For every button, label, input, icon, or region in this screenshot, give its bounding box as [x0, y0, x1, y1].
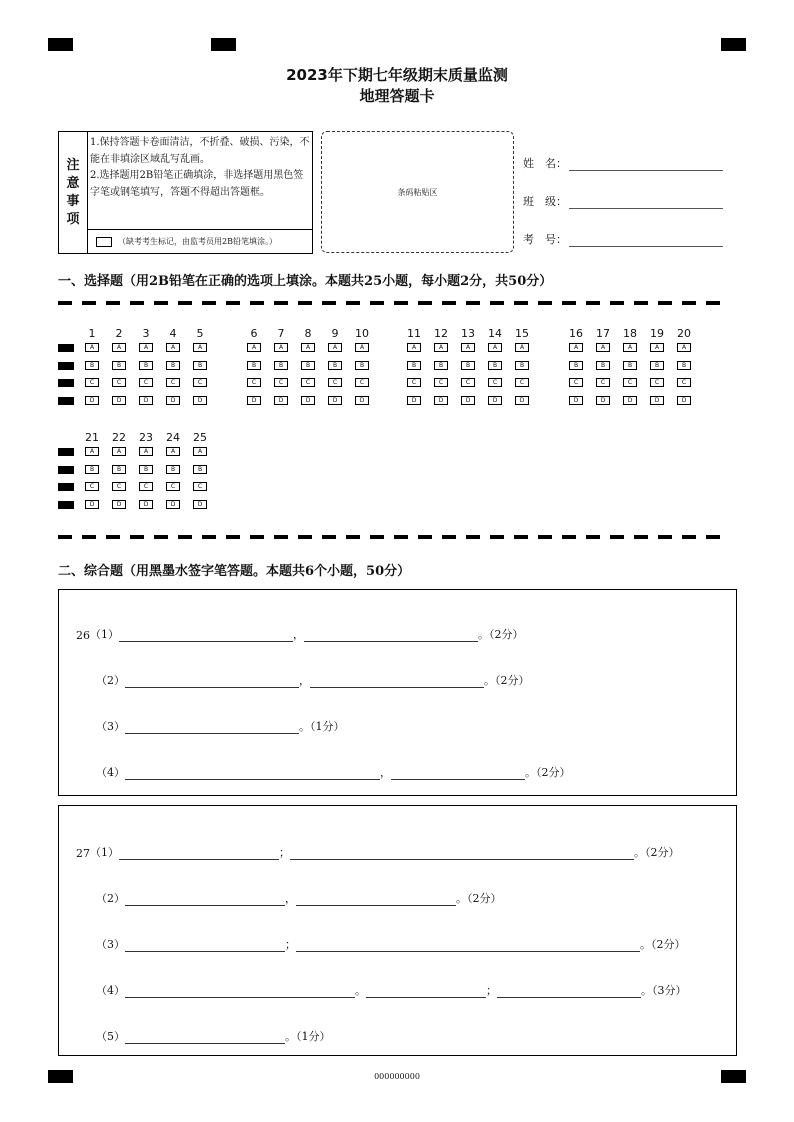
option-bubble[interactable]: A: [434, 343, 448, 352]
question-number: 14: [488, 327, 502, 340]
barcode-area: [321, 131, 514, 253]
section-divider: [58, 301, 720, 305]
question-number: 9: [331, 327, 339, 340]
answer-blank[interactable]: [119, 630, 293, 642]
timing-mark-top-left: [48, 38, 73, 51]
option-bubble[interactable]: B: [355, 361, 369, 370]
answer-blank[interactable]: [125, 894, 285, 906]
option-bubble[interactable]: B: [166, 361, 180, 370]
option-bubble[interactable]: C: [488, 378, 502, 387]
option-bubble[interactable]: C: [301, 378, 315, 387]
question-number: 24: [166, 431, 180, 444]
question-number: 1: [88, 327, 96, 340]
answer-blank[interactable]: [497, 986, 641, 998]
question-number: 3: [142, 327, 150, 340]
answer-blank[interactable]: [391, 768, 525, 780]
option-bubble[interactable]: D: [85, 500, 99, 509]
q26-4-label: （4）: [96, 766, 125, 779]
answer-blank[interactable]: [125, 722, 299, 734]
option-bubble[interactable]: A: [407, 343, 421, 352]
answer-box-q26: [58, 589, 737, 796]
option-bubble[interactable]: C: [569, 378, 583, 387]
question-number: 18: [623, 327, 637, 340]
q27-3-sep: ；: [285, 938, 296, 951]
id-line[interactable]: [569, 235, 723, 247]
option-bubble[interactable]: D: [166, 500, 180, 509]
notice-label-char: 意: [66, 175, 80, 191]
option-bubble[interactable]: D: [193, 396, 207, 405]
option-bubble[interactable]: B: [193, 465, 207, 474]
name-label: 姓 名：: [523, 157, 567, 170]
option-bubble[interactable]: D: [328, 396, 342, 405]
notice-label-char: 事: [66, 193, 80, 209]
notice-label-char: 注: [66, 157, 80, 173]
name-line[interactable]: [569, 159, 723, 171]
option-bubble[interactable]: D: [407, 396, 421, 405]
id-label: 考 号：: [523, 233, 567, 246]
option-bubble[interactable]: D: [247, 396, 261, 405]
q27-3-label: （3）: [96, 938, 125, 951]
option-bubble[interactable]: B: [247, 361, 261, 370]
answer-blank[interactable]: [125, 986, 355, 998]
option-bubble[interactable]: B: [166, 465, 180, 474]
section1-heading: 一、选择题（用2B铅笔在正确的选项上填涂。本题共25小题，每小题2分，共50分）: [58, 274, 553, 289]
option-bubble[interactable]: A: [596, 343, 610, 352]
footer-code: 000000000: [374, 1072, 420, 1081]
notice-label: [59, 132, 88, 253]
option-bubble[interactable]: A: [166, 447, 180, 456]
option-bubble[interactable]: B: [515, 361, 529, 370]
question-number: 23: [139, 431, 153, 444]
id-field[interactable]: [523, 231, 723, 247]
q27-3-end: 。（2分）: [640, 938, 686, 951]
option-bubble[interactable]: D: [596, 396, 610, 405]
option-bubble[interactable]: C: [274, 378, 288, 387]
option-bubble[interactable]: B: [677, 361, 691, 370]
answer-blank[interactable]: [290, 848, 634, 860]
notice-rule-2: 2.选择题用2B铅笔正确填涂，非选择题用黑色签字笔或钢笔填写，答题不得超出答题框。: [90, 170, 304, 198]
option-bubble[interactable]: B: [193, 361, 207, 370]
option-bubble[interactable]: A: [247, 343, 261, 352]
mcq-row-mark: [58, 483, 74, 491]
question-number: 10: [355, 327, 369, 340]
option-bubble[interactable]: A: [677, 343, 691, 352]
question-number: 16: [569, 327, 583, 340]
option-bubble[interactable]: D: [677, 396, 691, 405]
q26-3-end: 。（1分）: [299, 720, 345, 733]
q27-line-5: [96, 1028, 331, 1044]
q27-line-2: [96, 890, 502, 906]
barcode-label: 条码粘贴区: [397, 187, 438, 197]
option-bubble[interactable]: B: [85, 361, 99, 370]
option-bubble[interactable]: A: [112, 447, 126, 456]
question-number: 11: [407, 327, 421, 340]
question-number: 20: [677, 327, 691, 340]
option-bubble[interactable]: C: [407, 378, 421, 387]
option-bubble[interactable]: C: [193, 482, 207, 491]
answer-blank[interactable]: [125, 676, 299, 688]
class-field[interactable]: [523, 193, 723, 209]
option-bubble[interactable]: B: [434, 361, 448, 370]
q27-1-label: （1）: [90, 846, 119, 859]
q26-line-2: [96, 672, 530, 688]
question-number: 25: [193, 431, 207, 444]
option-bubble[interactable]: A: [569, 343, 583, 352]
mcq-row-mark: [58, 379, 74, 387]
option-bubble[interactable]: D: [515, 396, 529, 405]
mcq-row-mark: [58, 501, 74, 509]
q26-2-end: 。（2分）: [484, 674, 530, 687]
page-subtitle: 地理答题卡: [359, 87, 435, 105]
option-bubble[interactable]: D: [166, 396, 180, 405]
q26-3-label: （3）: [96, 720, 125, 733]
question-number: 12: [434, 327, 448, 340]
q27-2-sep: ，: [285, 892, 296, 905]
answer-box-q27: [58, 805, 737, 1056]
option-bubble[interactable]: D: [434, 396, 448, 405]
option-bubble[interactable]: A: [650, 343, 664, 352]
q26-2-sep: ，: [299, 674, 310, 687]
q27-4-sep1: 。: [355, 984, 366, 997]
q27-line-1: [76, 844, 680, 860]
answer-blank[interactable]: [296, 940, 640, 952]
option-bubble[interactable]: B: [488, 361, 502, 370]
option-bubble[interactable]: A: [301, 343, 315, 352]
question-number: 15: [515, 327, 529, 340]
q27-4-sep2: ；: [486, 984, 497, 997]
option-bubble[interactable]: D: [85, 396, 99, 405]
page-title: 2023年下期七年级期末质量监测: [286, 66, 508, 84]
option-bubble[interactable]: B: [569, 361, 583, 370]
q27-4-end: 。（3分）: [641, 984, 687, 997]
notice-label-char: 项: [66, 211, 80, 227]
mcq-row-mark: [58, 448, 74, 456]
option-bubble[interactable]: C: [85, 378, 99, 387]
answer-blank[interactable]: [125, 768, 380, 780]
option-bubble[interactable]: A: [328, 343, 342, 352]
option-bubble[interactable]: B: [461, 361, 475, 370]
question-number: 5: [196, 327, 204, 340]
option-bubble[interactable]: D: [301, 396, 315, 405]
question-number: 8: [304, 327, 312, 340]
q26-line-4: [96, 764, 571, 780]
option-bubble[interactable]: C: [596, 378, 610, 387]
option-bubble[interactable]: C: [328, 378, 342, 387]
option-bubble[interactable]: A: [461, 343, 475, 352]
option-bubble[interactable]: C: [139, 482, 153, 491]
option-bubble[interactable]: A: [623, 343, 637, 352]
option-bubble[interactable]: B: [623, 361, 637, 370]
option-bubble[interactable]: C: [112, 378, 126, 387]
option-bubble[interactable]: B: [112, 361, 126, 370]
option-bubble[interactable]: C: [112, 482, 126, 491]
q26-number: 26: [76, 629, 90, 642]
section2-heading: 二、综合题（用黑墨水签字笔答题。本题共6个小题，50分）: [58, 564, 411, 579]
option-bubble[interactable]: A: [274, 343, 288, 352]
option-bubble[interactable]: A: [193, 447, 207, 456]
option-bubble[interactable]: D: [193, 500, 207, 509]
option-bubble[interactable]: A: [139, 447, 153, 456]
option-bubble[interactable]: A: [85, 447, 99, 456]
q27-5-end: 。（1分）: [285, 1030, 331, 1043]
mcq-row-mark: [58, 397, 74, 405]
question-number: 6: [250, 327, 258, 340]
notice-rule-1: 1.保持答题卡卷面清洁，不折叠、破损、污染，不能在非填涂区域乱写乱画。: [90, 137, 310, 165]
q26-1-sep: ，: [293, 628, 304, 641]
q27-line-3: [96, 936, 686, 952]
option-bubble[interactable]: B: [85, 465, 99, 474]
q26-2-label: （2）: [96, 674, 125, 687]
option-bubble[interactable]: D: [569, 396, 583, 405]
option-bubble[interactable]: C: [434, 378, 448, 387]
option-bubble[interactable]: C: [193, 378, 207, 387]
mcq-row-mark: [58, 344, 74, 352]
option-bubble[interactable]: B: [112, 465, 126, 474]
question-number: 19: [650, 327, 664, 340]
mcq-row-mark: [58, 362, 74, 370]
option-bubble[interactable]: C: [461, 378, 475, 387]
answer-blank[interactable]: [125, 1032, 285, 1044]
q27-1-sep: ；: [279, 846, 290, 859]
class-label: 班 级：: [523, 195, 567, 208]
notice-rules: [90, 135, 310, 201]
q26-4-sep: ，: [380, 766, 391, 779]
absent-mark-box[interactable]: [96, 237, 112, 247]
q26-4-end: 。（2分）: [525, 766, 571, 779]
absent-note: （缺考考生标记，由监考员用2B铅笔填涂。）: [118, 237, 277, 246]
answer-blank[interactable]: [125, 940, 285, 952]
option-bubble[interactable]: B: [328, 361, 342, 370]
option-bubble[interactable]: C: [247, 378, 261, 387]
question-number: 4: [169, 327, 177, 340]
question-number: 2: [115, 327, 123, 340]
q26-line-1: [76, 626, 524, 642]
option-bubble[interactable]: D: [139, 500, 153, 509]
option-bubble[interactable]: C: [166, 482, 180, 491]
question-number: 21: [85, 431, 99, 444]
timing-mark-top-right: [721, 38, 746, 51]
option-bubble[interactable]: D: [112, 396, 126, 405]
option-bubble[interactable]: B: [274, 361, 288, 370]
option-bubble[interactable]: C: [355, 378, 369, 387]
option-bubble[interactable]: B: [139, 361, 153, 370]
option-bubble[interactable]: B: [139, 465, 153, 474]
option-bubble[interactable]: D: [650, 396, 664, 405]
answer-blank[interactable]: [310, 676, 484, 688]
option-bubble[interactable]: C: [515, 378, 529, 387]
option-bubble[interactable]: D: [139, 396, 153, 405]
q27-2-label: （2）: [96, 892, 125, 905]
option-bubble[interactable]: C: [139, 378, 153, 387]
option-bubble[interactable]: A: [112, 343, 126, 352]
question-number: 17: [596, 327, 610, 340]
notice-box: [58, 131, 313, 254]
q27-4-label: （4）: [96, 984, 125, 997]
option-bubble[interactable]: C: [85, 482, 99, 491]
option-bubble[interactable]: C: [650, 378, 664, 387]
option-bubble[interactable]: D: [461, 396, 475, 405]
answer-blank[interactable]: [304, 630, 478, 642]
option-bubble[interactable]: C: [623, 378, 637, 387]
q26-1-end: 。（2分）: [478, 628, 524, 641]
option-bubble[interactable]: B: [301, 361, 315, 370]
answer-blank[interactable]: [119, 848, 279, 860]
timing-mark-top-center: [211, 38, 236, 51]
option-bubble[interactable]: D: [488, 396, 502, 405]
absent-mark-row: [88, 229, 312, 253]
name-field[interactable]: [523, 155, 723, 171]
class-line[interactable]: [569, 197, 723, 209]
option-bubble[interactable]: D: [355, 396, 369, 405]
question-number: 22: [112, 431, 126, 444]
option-bubble[interactable]: A: [515, 343, 529, 352]
option-bubble[interactable]: D: [274, 396, 288, 405]
option-bubble[interactable]: A: [488, 343, 502, 352]
option-bubble[interactable]: A: [85, 343, 99, 352]
option-bubble[interactable]: B: [407, 361, 421, 370]
q26-1-label: （1）: [90, 628, 119, 641]
answer-blank[interactable]: [296, 894, 456, 906]
q27-number: 27: [76, 847, 90, 860]
q27-line-4: [96, 982, 687, 998]
option-bubble[interactable]: A: [166, 343, 180, 352]
q27-1-end: 。（2分）: [634, 846, 680, 859]
section-divider: [58, 535, 720, 539]
option-bubble[interactable]: A: [139, 343, 153, 352]
option-bubble[interactable]: D: [623, 396, 637, 405]
q27-2-end: 。（2分）: [456, 892, 502, 905]
answer-blank[interactable]: [366, 986, 486, 998]
q27-5-label: （5）: [96, 1030, 125, 1043]
q26-line-3: [96, 718, 345, 734]
question-number: 7: [277, 327, 285, 340]
option-bubble[interactable]: B: [650, 361, 664, 370]
option-bubble[interactable]: A: [355, 343, 369, 352]
question-number: 13: [461, 327, 475, 340]
option-bubble[interactable]: A: [193, 343, 207, 352]
option-bubble[interactable]: C: [166, 378, 180, 387]
option-bubble[interactable]: D: [112, 500, 126, 509]
mcq-row-mark: [58, 466, 74, 474]
option-bubble[interactable]: C: [677, 378, 691, 387]
option-bubble[interactable]: B: [596, 361, 610, 370]
